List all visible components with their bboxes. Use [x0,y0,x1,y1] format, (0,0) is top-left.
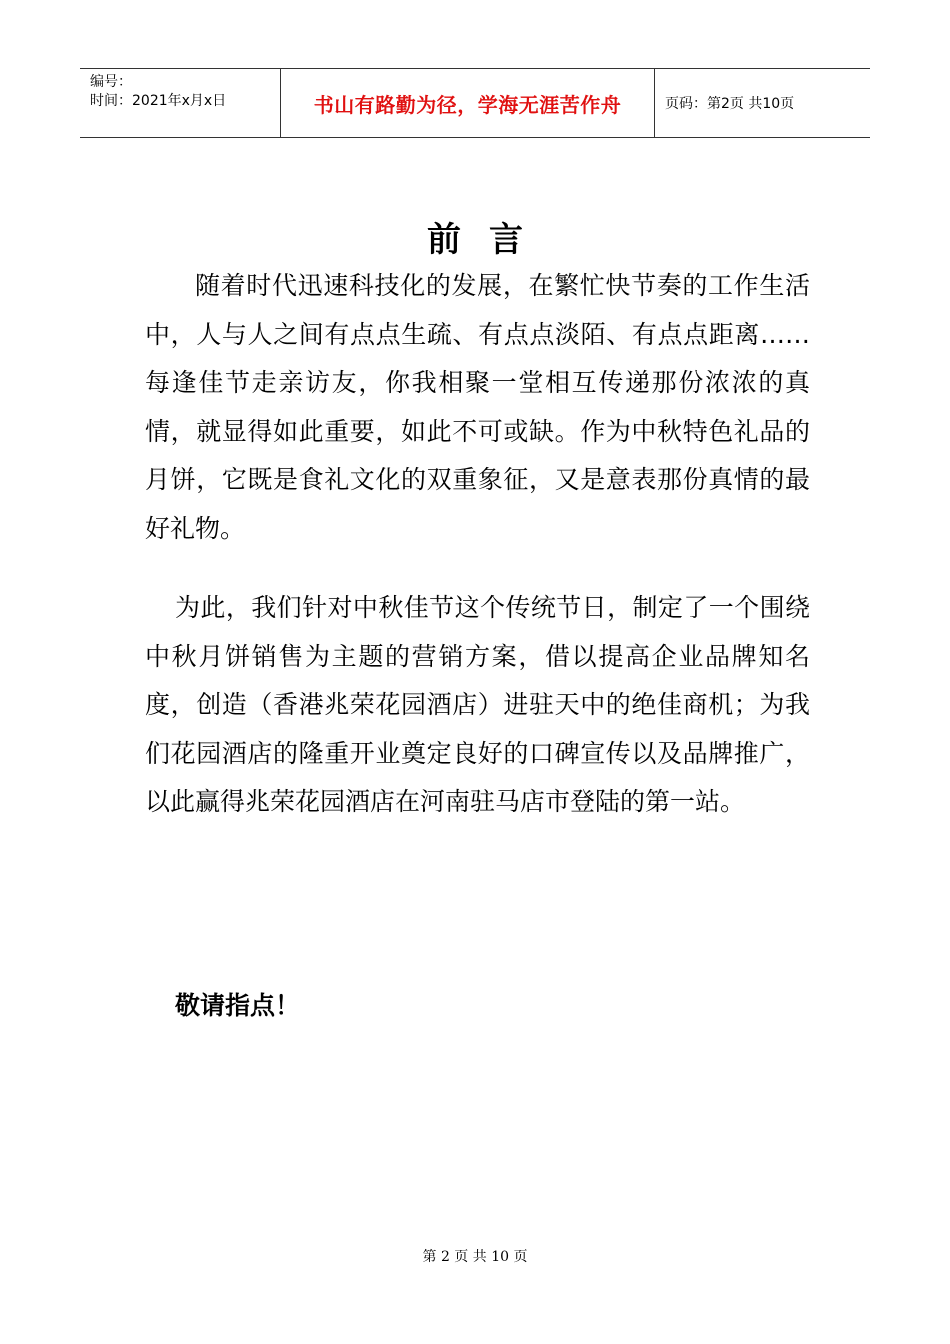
page-header [80,68,870,138]
header-meta [80,69,281,137]
body-paragraph-1: 随着时代迅速科技化的发展，在繁忙快节奏的工作生活中，人与人之间有点点生疏、有点点淡陌、有点点距离……每逢佳节走亲访友，你我相聚一堂相互传递那份浓浓的真情，就显得如此重要，如此不可或缺。作为中秋特色礼品的月饼，它既是食礼文化的双重象征，又是意表那份真情的最好礼物。 [145,271,810,543]
header-motto: 书山有路勤为径，学海无涯苦作舟 [281,69,655,137]
closing-remark: 敬请指点！ [175,991,301,1020]
time-label: 时间：2021年x月x日 [90,93,227,109]
header-page-info: 页码：第2页 共10页 [665,96,795,112]
body-paragraph-2: 为此，我们针对中秋佳节这个传统节日，制定了一个围绕中秋月饼销售为主题的营销方案，借以提高企业品牌知名度，创造（香港兆荣花园酒店）进驻天中的绝佳商机；为我们花园酒店的隆重开业奠定良好的口碑宣传以及品牌推广，以此赢得兆荣花园酒店在河南驻马店市登陆的第一站。 [145,593,810,816]
document-title: 前言 [427,220,551,260]
page-footer: 第 2 页 共 10 页 [422,1249,528,1265]
serial-label: 编号： [90,74,132,90]
